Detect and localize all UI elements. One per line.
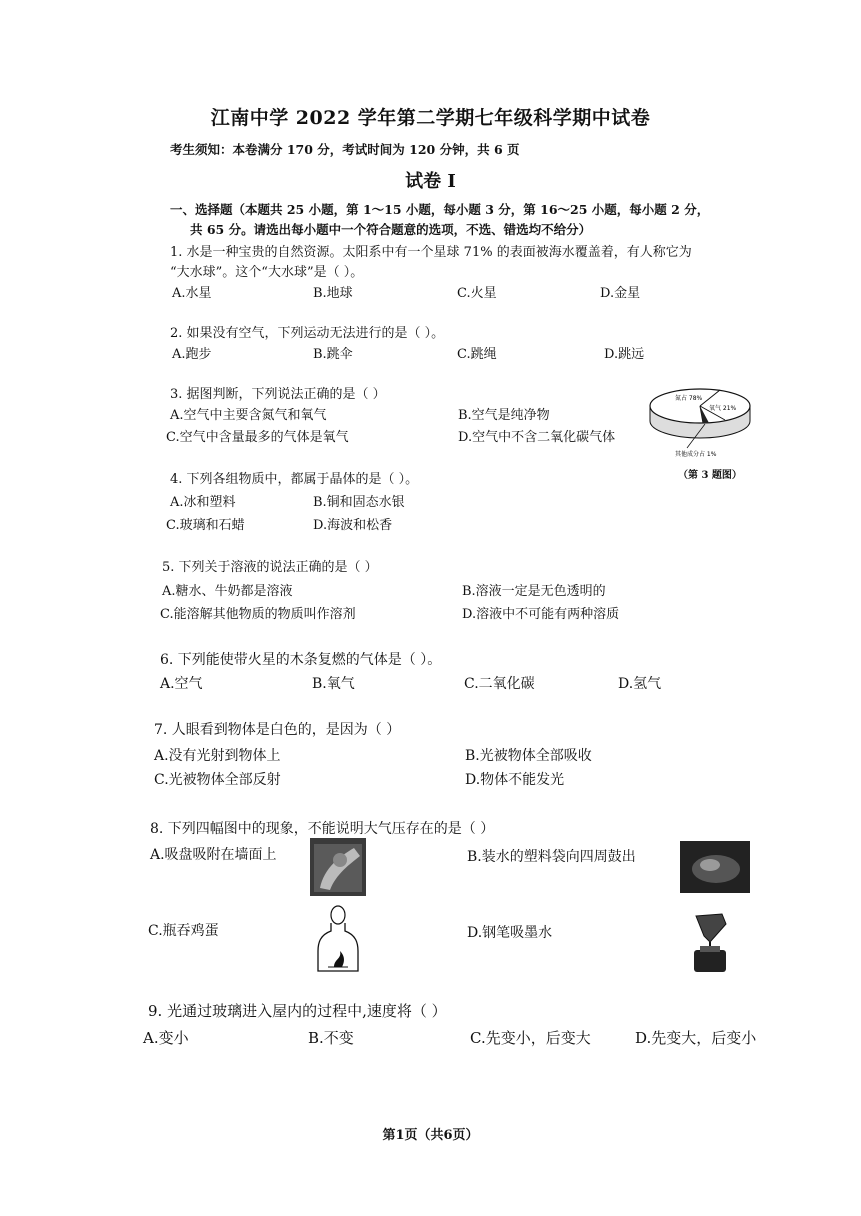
question-3-option-d: D.空气中不含二氧化碳气体	[458, 430, 616, 445]
section-heading-line2: 共 65 分。请选出每小题中一个符合题意的选项，不选、错选均不给分）	[190, 222, 592, 237]
question-4-option-d: D.海波和松香	[313, 518, 393, 533]
question-7-option-b: B.光被物体全部吸收	[465, 748, 592, 764]
question-1-option-d: D.金星	[600, 286, 641, 301]
question-5-option-d: D.溶液中不可能有两种溶质	[462, 607, 620, 622]
question-1-stem-cont: “大水球”。这个“大水球”是（ ）。	[170, 265, 364, 280]
question-5-option-b: B.溶液一定是无色透明的	[462, 584, 606, 599]
question-3-option-c: C.空气中含量最多的气体是氧气	[166, 430, 349, 445]
question-9-option-d: D.先变大，后变小	[635, 1029, 757, 1047]
bottle-egg-figure	[316, 905, 360, 975]
question-2-option-b: B.跳伞	[313, 347, 353, 362]
question-6-option-d: D.氢气	[618, 676, 662, 692]
question-9-option-b: B.不变	[308, 1029, 354, 1047]
question-2-option-d: D.跳远	[604, 347, 645, 362]
question-8-option-d: D.钢笔吸墨水	[467, 925, 553, 941]
question-4-option-b: B.铜和固态水银	[313, 495, 405, 510]
question-9-option-c: C.先变小，后变大	[470, 1029, 591, 1047]
question-8-stem: 8. 下列四幅图中的现象，不能说明大气压存在的是（ ）	[150, 821, 495, 837]
question-6-option-c: C.二氧化碳	[464, 676, 535, 692]
question-2-stem: 2. 如果没有空气，下列运动无法进行的是（ ）。	[170, 326, 445, 341]
figure3-label-nitrogen: 氮占 78%	[675, 395, 703, 402]
exam-title: 江南中学 2022 学年第二学期七年级科学期中试卷	[210, 107, 651, 129]
question-5-option-a: A.糖水、牛奶都是溶液	[162, 584, 293, 599]
suction-cup-photo	[310, 838, 366, 896]
question-1-option-a: A.水星	[172, 286, 212, 301]
figure3-caption: （第 3 题图）	[678, 470, 742, 481]
question-3-option-a: A.空气中主要含氮气和氧气	[170, 408, 327, 423]
question-7-stem: 7. 人眼看到物体是白色的，是因为（ ）	[154, 722, 401, 738]
question-2-option-a: A.跑步	[172, 347, 212, 362]
question-7-option-a: A.没有光射到物体上	[154, 748, 281, 764]
question-1-option-b: B.地球	[313, 286, 353, 301]
question-5-option-c: C.能溶解其他物质的物质叫作溶剂	[160, 607, 356, 622]
question-6-option-a: A.空气	[160, 676, 203, 692]
section-heading-line1: 一、选择题（本题共 25 小题，第 1～15 小题，每小题 3 分，第 16～25 小题，每小题 2 分，	[170, 202, 710, 217]
question-8-option-b: B.装水的塑料袋向四周鼓出	[467, 849, 636, 865]
question-7-option-c: C.光被物体全部反射	[154, 772, 281, 788]
page-footer: 第1页（共6页）	[382, 1128, 479, 1143]
question-1-option-c: C.火星	[457, 286, 497, 301]
exam-notice: 考生须知：本卷满分 170 分，考试时间为 120 分钟，共 6 页	[170, 142, 520, 157]
question-2-option-c: C.跳绳	[457, 347, 497, 362]
part-title: 试卷 I	[405, 171, 456, 192]
figure3-label-oxygen: 氧气 21%	[709, 405, 737, 412]
figure3-label-other: 其他成分占 1%	[675, 451, 717, 458]
question-8-option-a: A.吸盘吸附在墙面上	[150, 847, 277, 863]
question-3-option-b: B.空气是纯净物	[458, 408, 550, 423]
question-5-stem: 5. 下列关于溶液的说法正确的是（ ）	[162, 560, 378, 575]
water-bag-photo	[680, 841, 750, 893]
fountain-pen-ink-figure	[688, 912, 732, 974]
question-4-stem: 4. 下列各组物质中，都属于晶体的是（ ）。	[170, 472, 419, 487]
question-3-stem: 3. 据图判断，下列说法正确的是（ ）	[170, 387, 386, 402]
question-4-option-c: C.玻璃和石蜡	[166, 518, 245, 533]
question-6-option-b: B.氧气	[312, 676, 355, 692]
air-composition-figure	[645, 376, 755, 466]
question-7-option-d: D.物体不能发光	[465, 772, 565, 788]
question-6-stem: 6. 下列能使带火星的木条复燃的气体是（ ）。	[160, 652, 442, 668]
question-8-option-c: C.瓶吞鸡蛋	[148, 923, 219, 939]
question-9-option-a: A.变小	[143, 1029, 189, 1047]
question-9-stem: 9. 光通过玻璃进入屋内的过程中,速度将（ ）	[148, 1002, 447, 1020]
question-1-stem: 1. 水是一种宝贵的自然资源。太阳系中有一个星球 71% 的表面被海水覆盖着，有人称它为	[170, 245, 692, 260]
question-4-option-a: A.冰和塑料	[170, 495, 236, 510]
